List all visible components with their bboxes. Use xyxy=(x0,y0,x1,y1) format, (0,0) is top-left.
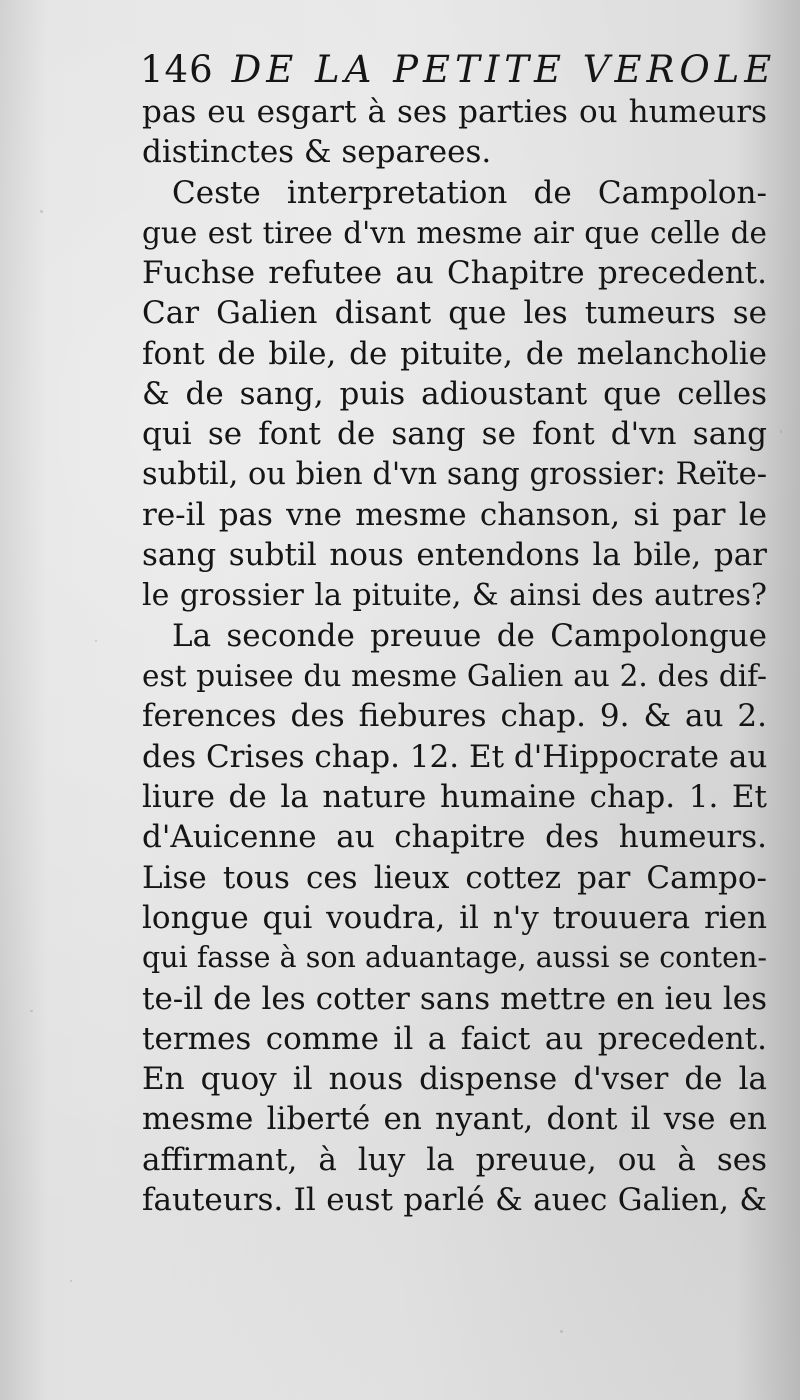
paper-speck xyxy=(70,1280,72,1282)
text-line: La seconde preuue de Campolongue xyxy=(172,617,767,654)
text-line: termes comme il a faict au precedent. xyxy=(142,1020,767,1057)
body-text xyxy=(142,92,767,1220)
text-line: & de sang, puis adioustant que celles xyxy=(142,376,767,413)
text-line: pas eu esgart à ses parties ou humeurs xyxy=(142,94,767,130)
text-line: longue qui voudra, il n'y trouuera rien xyxy=(142,899,767,936)
text-line: font de bile, de pituite, de melancholie xyxy=(142,335,767,372)
text-line: Ceste interpretation de Campolon- xyxy=(172,174,767,211)
text-line: est puisee du mesme Galien au 2. des dif- xyxy=(142,659,767,694)
text-line: affirmant, à luy la preuue, ou à ses xyxy=(142,1141,767,1178)
text-line: fauteurs. Il eust parlé & auec Galien, & xyxy=(142,1182,767,1219)
text-line: gue est tiree d'vn mesme air que celle de xyxy=(142,215,767,250)
text-line: re-il pas vne mesme chanson, si par le xyxy=(142,496,767,533)
text-line: mesme liberté en nyant, dont il vse en xyxy=(142,1101,767,1138)
paper-speck xyxy=(780,430,782,433)
paper-speck xyxy=(560,1330,563,1333)
text-line: te-il de les cotter sans mettre en ieu les xyxy=(142,980,767,1017)
text-line: d'Auicenne au chapitre des humeurs. xyxy=(142,819,767,856)
text-line: distinctes & separees. xyxy=(142,134,492,171)
paper-speck xyxy=(30,1010,33,1012)
text-line: En quoy il nous dispense d'vser de la xyxy=(142,1061,767,1098)
running-title: DE LA PETITE VEROLE xyxy=(231,48,777,91)
page-header xyxy=(140,40,777,100)
text-line: qui se font de sang se font d'vn sang xyxy=(142,416,767,453)
text-line: sang subtil nous entendons la bile, par xyxy=(142,537,767,574)
page-number: 146 xyxy=(140,48,214,91)
text-line: Car Galien disant que les tumeurs se xyxy=(142,295,767,332)
text-line: ferences des fiebures chap. 9. & au 2. xyxy=(142,698,767,735)
text-line: subtil, ou bien d'vn sang grossier: Reïte- xyxy=(142,456,768,492)
text-line: liure de la nature humaine chap. 1. Et xyxy=(142,779,767,816)
text-line: qui fasse à son aduantage, aussi se conten- xyxy=(142,941,767,975)
paper-speck xyxy=(40,210,43,213)
text-line: Lise tous ces lieux cottez par Campo- xyxy=(142,859,767,896)
text-line: Fuchse refutee au Chapitre precedent. xyxy=(142,255,767,292)
text-line: le grossier la pituite, & ainsi des autres? xyxy=(142,577,767,613)
paper-speck xyxy=(95,640,97,642)
text-line: des Crises chap. 12. Et d'Hippocrate au xyxy=(142,738,768,775)
